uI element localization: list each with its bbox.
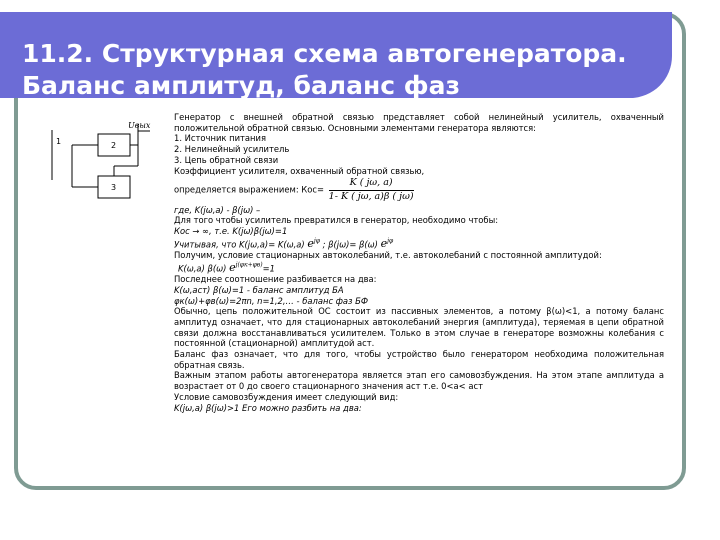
title-line-1: 11.2. Структурная схема автогенератора. <box>22 39 627 68</box>
amplitude-balance-text: K(ω,aст) β(ω)=1 - баланс амплитуд БА <box>174 284 344 295</box>
given-part-b: ; β(jω)= β(ω) <box>322 239 378 250</box>
block-label-3: 3 <box>111 183 117 192</box>
where-line <box>174 205 664 216</box>
exp-k-power: jφ <box>313 237 320 245</box>
list-item-amplifier: 2. Нелинейный усилитель <box>174 144 290 155</box>
exp-beta-base: e <box>380 237 388 251</box>
exp-beta <box>381 237 394 250</box>
list-item-power: 1. Источник питания <box>174 133 266 144</box>
slide-content <box>174 112 664 413</box>
infinite-gain-condition <box>174 226 664 237</box>
phase-explanation: Баланс фаз означает, что для того, чтобы устройство было генератором необходима положительная обратная связь. <box>174 349 664 370</box>
self-excitation-stage: Важным этапом работы автогенератора является этап его самовозбуждения. На этом этапе амплитуда a возрастает от 0 до своего стационарного значения aст т.е. 0<a< aст <box>174 370 664 392</box>
phase-balance <box>174 296 664 307</box>
exp-k <box>307 237 320 250</box>
gain-formula <box>329 178 414 202</box>
stationary-formula <box>174 261 664 274</box>
exp-beta-power: jφ <box>387 237 394 245</box>
block-diagram <box>42 118 162 210</box>
gain-formula-line <box>174 178 664 202</box>
self-excitation-intro: Условие самовозбуждения имеет следующий вид: <box>174 391 399 402</box>
phase-balance-text: φк(ω)+φв(ω)=2πn, n=1,2,… - баланс фаз БФ <box>174 295 369 306</box>
exp-k-base: e <box>307 237 314 251</box>
exp-sum <box>229 261 263 274</box>
title-line-2: Баланс амплитуд, баланс фаз <box>22 71 460 100</box>
infinite-gain-text: Кос → ∞, т.е. K(jω)β(jω)=1 <box>174 226 288 237</box>
stationary-condition: Получим, условие стационарных автоколебаний, т.е. автоколебаний с постоянной амплитудой: <box>174 250 602 261</box>
list-item-feedback: 3. Цепь обратной связи <box>174 154 279 165</box>
output-voltage-label: Uвых <box>128 121 151 130</box>
self-excitation-condition <box>174 403 664 414</box>
intro-paragraph: Генератор с внешней обратной связью представляет собой нелинейный усилитель, охваченный положительной обратной связью. Основными элементами генератора являются: <box>174 112 664 133</box>
block-label-2: 2 <box>111 141 117 150</box>
amplitude-explanation: Обычно, цепь положительной ОС состоит из пассивных элементов, а потому β(ω)<1, а потому баланс амплитуд означает, что для стационарных автоколебаний энергия (амплитуда), теряемая в цепи обратной связи должна восстанавливаться усилителем. Только в этом случае в генераторе возможны колебания с постоянной (стационарной) амплитудой aст. <box>174 306 664 349</box>
given-part-a: Учитывая, что K(jω,a)= K(ω,a) <box>174 239 305 250</box>
block-label-1: 1 <box>56 137 62 146</box>
generator-condition-intro: Для того чтобы усилитель превратился в генератор, необходимо чтобы: <box>174 215 499 226</box>
stationary-part-b: =1 <box>262 263 275 274</box>
exp-sum-base: e <box>229 261 236 275</box>
title-bar <box>0 12 672 98</box>
self-excitation-text: K(jω,a) β(jω)>1 Его можно разбить на два: <box>174 402 362 413</box>
formula-numerator: K ( jω, a) <box>329 178 414 191</box>
stationary-part-a: K(ω,a) β(ω) <box>178 263 227 274</box>
exp-sum-power: j(φк+φв) <box>235 261 263 269</box>
slide-title <box>22 38 627 102</box>
where-text: где, K(jω,a) - β(jω) – <box>174 204 261 215</box>
formula-denominator: 1- K ( jω, a)β ( jω) <box>328 190 414 202</box>
given-line <box>174 237 664 250</box>
gain-intro: Коэффициент усилителя, охваченный обратной связью, <box>174 165 425 176</box>
gain-formula-prefix: определяется выражением: Кос= <box>174 184 324 195</box>
split-intro: Последнее соотношение разбивается на два: <box>174 274 377 285</box>
amplitude-balance <box>174 285 664 296</box>
